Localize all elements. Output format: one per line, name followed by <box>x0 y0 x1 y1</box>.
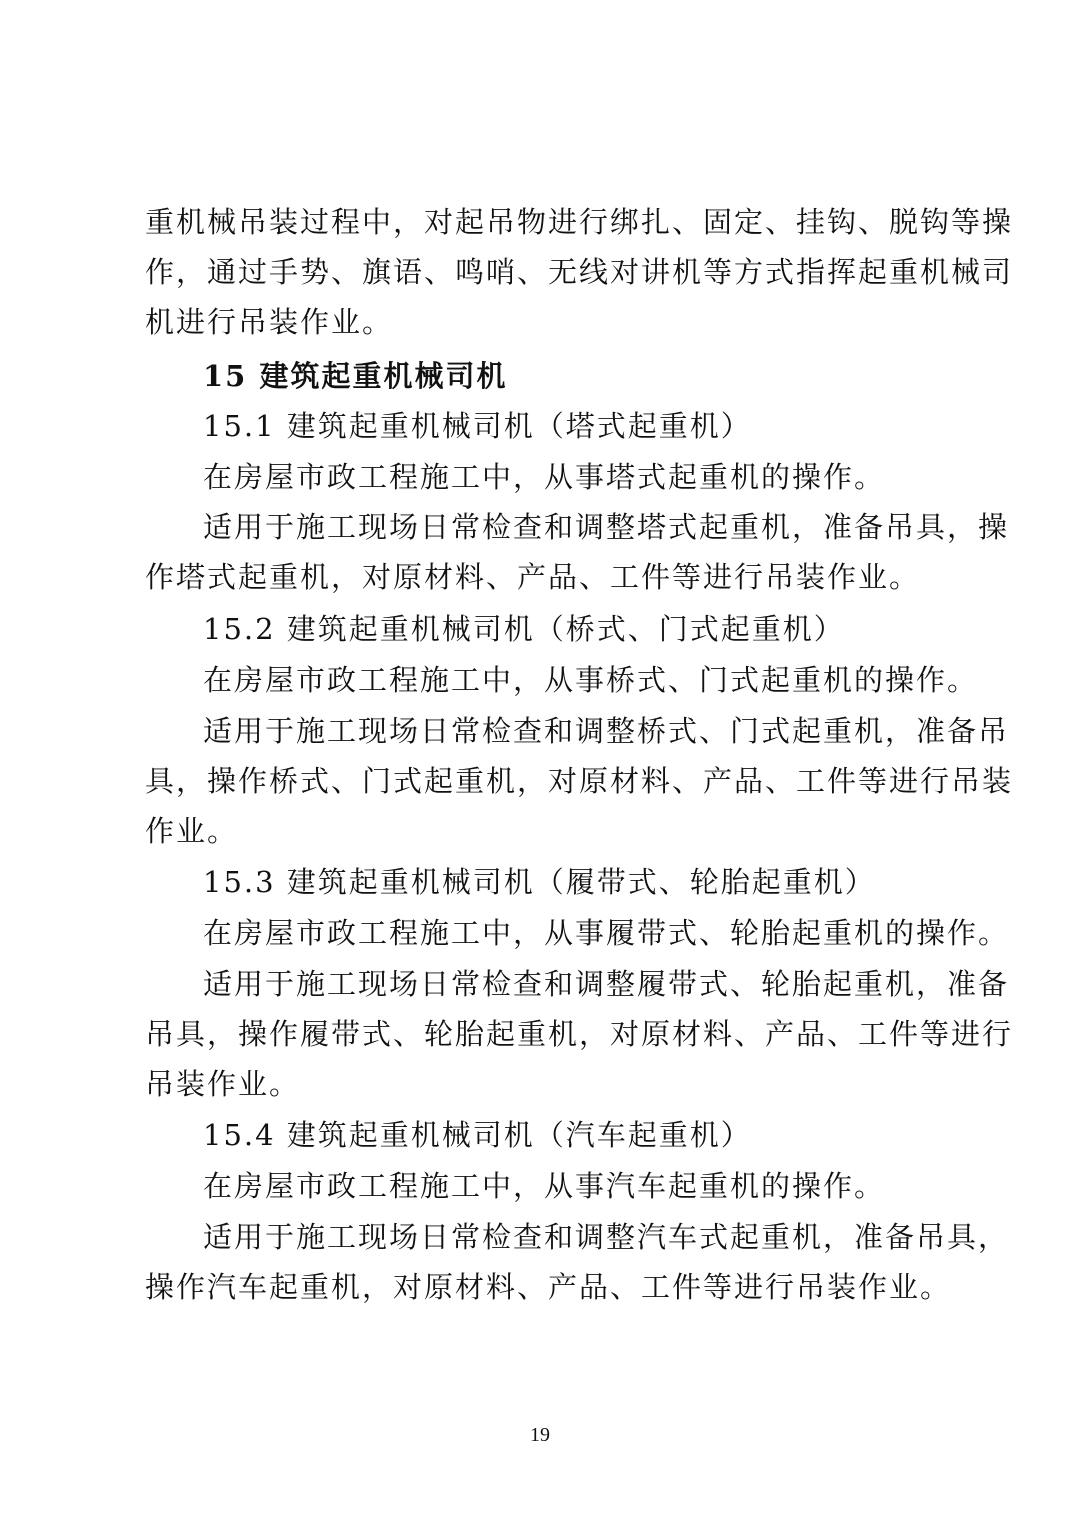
body-text-line: 吊具，操作履带式、轮胎起重机，对原材料、产品、工件等进行 <box>145 1017 1014 1051</box>
body-text-line: 适用于施工现场日常检查和调整桥式、门式起重机，准备吊 <box>203 714 1010 748</box>
body-text-line: 机进行吊装作业。 <box>145 305 394 339</box>
body-text-line: 适用于施工现场日常检查和调整塔式起重机，准备吊具，操 <box>203 510 1010 544</box>
subsection-heading: 15.1 建筑起重机械司机（塔式起重机） <box>203 409 752 443</box>
subsection-heading: 15.4 建筑起重机械司机（汽车起重机） <box>203 1118 752 1152</box>
subsection-heading: 15.3 建筑起重机械司机（履带式、轮胎起重机） <box>203 865 876 899</box>
body-text-line: 具，操作桥式、门式起重机，对原材料、产品、工件等进行吊装 <box>145 764 1014 798</box>
page-number: 19 <box>530 1424 550 1446</box>
body-text-line: 重机械吊装过程中，对起吊物进行绑扎、固定、挂钩、脱钩等操 <box>145 205 1014 239</box>
body-text-line: 吊装作业。 <box>145 1067 301 1101</box>
body-text-line: 在房屋市政工程施工中，从事汽车起重机的操作。 <box>203 1169 886 1203</box>
body-text-line: 作，通过手势、旗语、鸣哨、无线对讲机等方式指挥起重机械司 <box>145 255 1014 289</box>
body-text-line: 作业。 <box>145 814 239 848</box>
body-text-line: 在房屋市政工程施工中，从事塔式起重机的操作。 <box>203 460 886 494</box>
body-text-line: 适用于施工现场日常检查和调整履带式、轮胎起重机，准备 <box>203 967 1010 1001</box>
subsection-heading: 15.2 建筑起重机械司机（桥式、门式起重机） <box>203 612 845 646</box>
body-text-line: 在房屋市政工程施工中，从事桥式、门式起重机的操作。 <box>203 663 979 697</box>
body-text-line: 操作汽车起重机，对原材料、产品、工件等进行吊装作业。 <box>145 1270 952 1304</box>
body-text-line: 作塔式起重机，对原材料、产品、工件等进行吊装作业。 <box>145 560 921 594</box>
body-text-line: 适用于施工现场日常检查和调整汽车式起重机，准备吊具， <box>203 1220 1010 1254</box>
section-heading: 15 建筑起重机械司机 <box>203 359 508 393</box>
body-text-line: 在房屋市政工程施工中，从事履带式、轮胎起重机的操作。 <box>203 916 1010 950</box>
